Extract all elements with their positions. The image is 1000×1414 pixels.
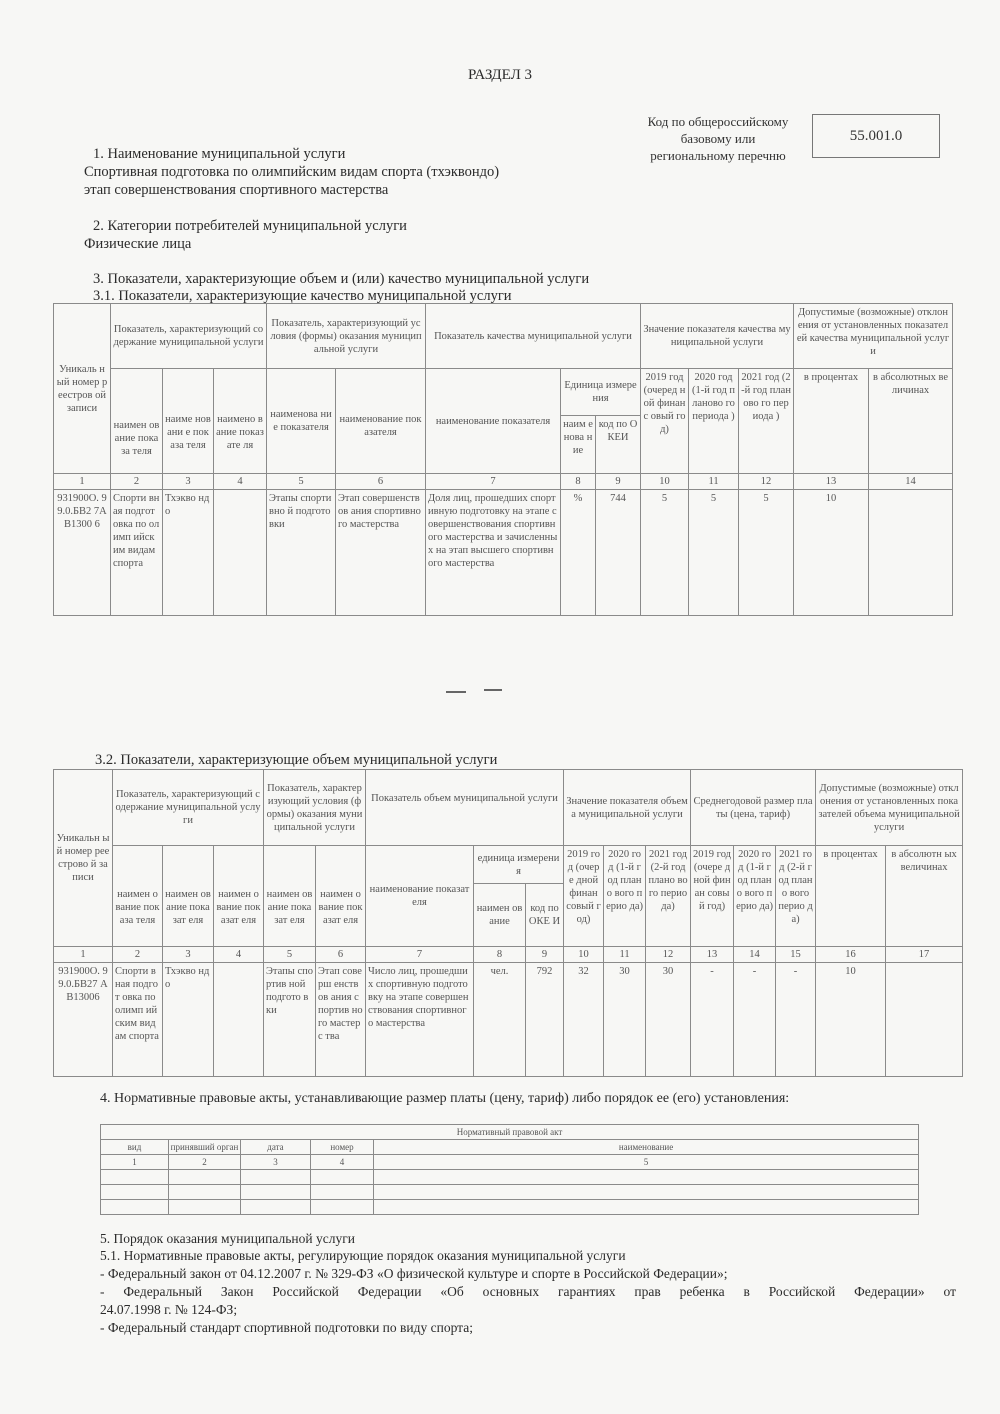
col-num: 4 (214, 947, 264, 963)
cell-deviation-absolute (886, 963, 963, 1077)
header-c3: наиме новани е показа теля (163, 369, 214, 474)
col-num: 11 (604, 947, 646, 963)
col-num: 12 (646, 947, 691, 963)
item1-line: этап совершенствования спортивного мастерства (84, 182, 389, 198)
header-c7: наименование показателя (366, 846, 474, 947)
acts-col-header: наименование (374, 1140, 919, 1155)
cell-c3: Тхэкво ндо (163, 490, 214, 616)
header-c16: в процентах (816, 846, 886, 947)
header-unique-number: Уникальн ый номер реестрово й записи (54, 770, 113, 947)
cell-2020: 5 (689, 490, 739, 616)
cell-okei: 744 (596, 490, 641, 616)
acts-col-header: принявший орган (169, 1140, 241, 1155)
col-num: 17 (886, 947, 963, 963)
cell-c7: Число лиц, прошедших спортивную подготовку на этапе совершенствования спортивного мастерства (366, 963, 474, 1077)
header-quality-group: Показатель качества муниципальной услуги (426, 304, 641, 369)
volume-table (53, 769, 963, 1077)
code-label-line: Код по общероссийскому (647, 114, 789, 129)
procedure-item: 24.07.1998 г. № 124-ФЗ; (100, 1302, 238, 1317)
cell-c6: Этап соверш енствов ания спортив ного мастерс тва (316, 963, 366, 1077)
cell-unit: % (561, 490, 596, 616)
header-c15: 2021 год (2-й год плано вого перио да) (776, 846, 816, 947)
header-c13: 2019 год (очере дной финан совый год) (691, 846, 734, 947)
col-num: 16 (816, 947, 886, 963)
header-unique-number: Уникаль ный номер реестров ой записи (54, 304, 111, 474)
col-num: 10 (641, 474, 689, 490)
cell-c5: Этапы спортив ной подгото вки (264, 963, 316, 1077)
cell-c6: Этап совершенствов ания спортивного мастерства (336, 490, 426, 616)
item2-value: Физические лица (84, 236, 192, 252)
code-label (628, 113, 808, 164)
col-num: 5 (267, 474, 336, 490)
acts-col-header: вид (101, 1140, 169, 1155)
header-c8: наим енова ние (561, 416, 596, 474)
header-conditions-group: Показатель, характеризующий условия (формы) оказания муниципальной услуги (264, 770, 366, 846)
header-c10: 2019 год (очеред ной финанс овый год) (641, 369, 689, 474)
header-c6: наименование показателя (336, 369, 426, 474)
col-num: 3 (163, 947, 214, 963)
cell-2019: 32 (564, 963, 604, 1077)
col-num: 1 (54, 474, 111, 490)
acts-col-header: номер (311, 1140, 374, 1155)
col-num: 7 (426, 474, 561, 490)
header-fee-group: Среднегодовой размер платы (цена, тариф) (691, 770, 816, 846)
col-num: 8 (474, 947, 526, 963)
cell-fee-2021: - (776, 963, 816, 1077)
acts-empty-row (101, 1200, 919, 1215)
col-num: 7 (366, 947, 474, 963)
code-value-box: 55.001.0 (812, 114, 940, 158)
column-numbers-row (54, 474, 953, 490)
acts-empty-row (101, 1185, 919, 1200)
cell-c2: Спорти вная подгот овка по олимп ийским видам спорта (111, 490, 163, 616)
column-numbers-row (54, 947, 963, 963)
acts-col-number: 2 (169, 1155, 241, 1170)
table-row (54, 963, 963, 1077)
header-c9: код по ОКЕИ (596, 416, 641, 474)
header-c4: наимено вание показате ля (214, 369, 267, 474)
col-num: 11 (689, 474, 739, 490)
cell-fee-2019: - (691, 963, 734, 1077)
header-value-group: Значение показателя качества муниципальной услуги (641, 304, 794, 369)
cell-2019: 5 (641, 490, 689, 616)
cell-2021: 30 (646, 963, 691, 1077)
cell-registry-number: 931900О. 99.0.БВ2 7АВ1300 6 (54, 490, 111, 616)
cell-deviation-absolute (869, 490, 953, 616)
col-num: 6 (316, 947, 366, 963)
col-num: 15 (776, 947, 816, 963)
acts-col-header: дата (241, 1140, 311, 1155)
header-c9: код по ОКЕ И (526, 884, 564, 947)
cell-unit: чел. (474, 963, 526, 1077)
header-c8: наимен ование (474, 884, 526, 947)
col-num: 2 (111, 474, 163, 490)
procedure-item: - Федеральный стандарт спортивной подготовки по виду спорта; (100, 1320, 473, 1335)
acts-heading: 4. Нормативные правовые акты, устанавливающие размер платы (цену, тариф) либо порядок ее (его) установления: (100, 1091, 790, 1106)
header-c2: наимен ование показа теля (111, 369, 163, 474)
header-conditions-group: Показатель, характеризующий условия (формы) оказания муниципальной услуги (267, 304, 426, 369)
header-content-group: Показатель, характеризующий содержание муниципальной услуги (111, 304, 267, 369)
col-num: 9 (526, 947, 564, 963)
code-label-line: региональному перечню (650, 148, 786, 163)
acts-col-number: 5 (374, 1155, 919, 1170)
cell-c3: Тхэкво ндо (163, 963, 214, 1077)
acts-group-header: Нормативный правовой акт (101, 1125, 919, 1140)
col-num: 13 (691, 947, 734, 963)
procedure-heading: 5. Порядок оказания муниципальной услуги (100, 1231, 355, 1246)
cell-c5: Этапы спортивно й подготовки (267, 490, 336, 616)
quality-heading: 3.1. Показатели, характеризующие качество муниципальной услуги (93, 288, 512, 304)
header-deviation-group: Допустимые (возможные) отклонения от установленных показателей объема муниципальной услуги (816, 770, 963, 846)
volume-heading: 3.2. Показатели, характеризующие объем муниципальной услуги (95, 752, 498, 768)
acts-col-number: 4 (311, 1155, 374, 1170)
cell-fee-2020: - (734, 963, 776, 1077)
header-value-group: Значение показателя объема муниципальной услуги (564, 770, 691, 846)
col-num: 8 (561, 474, 596, 490)
col-num: 4 (214, 474, 267, 490)
procedure-subheading: 5.1. Нормативные правовые акты, регулирующие порядок оказания муниципальной услуги (100, 1248, 626, 1263)
staple-mark (484, 689, 502, 691)
item1-line: Спортивная подготовка по олимпийским видам спорта (тхэквондо) (84, 164, 500, 180)
header-c12: 2021 год (2-й год планово го периода ) (739, 369, 794, 474)
cell-registry-number: 931900О. 99.0.БВ27 АВ13006 (54, 963, 113, 1077)
col-num: 1 (54, 947, 113, 963)
col-num: 2 (113, 947, 163, 963)
section-title: РАЗДЕЛ 3 (467, 67, 533, 83)
staple-mark (446, 691, 466, 693)
cell-c4 (214, 963, 264, 1077)
acts-col-number: 3 (241, 1155, 311, 1170)
header-content-group: Показатель, характеризующий содержание муниципальной услуги (113, 770, 264, 846)
col-num: 14 (734, 947, 776, 963)
col-num: 9 (596, 474, 641, 490)
header-c3: наимен ование показат еля (163, 846, 214, 947)
cell-2020: 30 (604, 963, 646, 1077)
header-deviation-group: Допустимые (возможные) отклонения от установленных показателей качества муниципальной услуги (794, 304, 953, 369)
header-unit-group: Единица измерения (561, 369, 641, 416)
header-c4: наимен ование показат еля (214, 846, 264, 947)
col-num: 13 (794, 474, 869, 490)
item1-heading: 1. Наименование муниципальной услуги (93, 146, 346, 162)
header-c12: 2021 год (2-й год плано вого перио да) (646, 846, 691, 947)
cell-c7: Доля лиц, прошедших спортивную подготовку на этапе совершенствования спортивного мастерства и зачисленных на этап высшего спортивного мастерства (426, 490, 561, 616)
procedure-item: - Федеральный Закон Российской Федерации «Об основных гарантиях прав ребенка в Российской Федерации» от (100, 1284, 956, 1299)
header-c14: в абсолютных величинах (869, 369, 953, 474)
header-c6: наимен ование показат еля (316, 846, 366, 947)
cell-okei: 792 (526, 963, 564, 1077)
acts-col-number: 1 (101, 1155, 169, 1170)
cell-c4 (214, 490, 267, 616)
quality-table (53, 303, 953, 616)
table-row (54, 490, 953, 616)
item3-heading: 3. Показатели, характеризующие объем и (или) качество муниципальной услуги (93, 271, 590, 287)
header-c17: в абсолютн ых величинах (886, 846, 963, 947)
col-num: 3 (163, 474, 214, 490)
cell-deviation-percent: 10 (794, 490, 869, 616)
acts-empty-row (101, 1170, 919, 1185)
header-c13: в процентах (794, 369, 869, 474)
header-c11: 2020 год (1-й год плано вого перио да) (604, 846, 646, 947)
code-label-line: базовому или (680, 131, 756, 146)
cell-c2: Спорти вная подгот овка по олимп ийским видам спорта (113, 963, 163, 1077)
procedure-item: - Федеральный закон от 04.12.2007 г. № 329-ФЗ «О физической культуре и спорте в Российской Федерации»; (100, 1266, 728, 1281)
header-c2: наимен ование показа теля (113, 846, 163, 947)
cell-deviation-percent: 10 (816, 963, 886, 1077)
header-unit-group: единица измерения (474, 846, 564, 884)
header-c5: наимен ование показат еля (264, 846, 316, 947)
header-c14: 2020 год (1-й год плано вого перио да) (734, 846, 776, 947)
header-c7: наименование показателя (426, 369, 561, 474)
header-c11: 2020 год (1-й год планово го периода ) (689, 369, 739, 474)
col-num: 12 (739, 474, 794, 490)
header-c5: наименова ние показателя (267, 369, 336, 474)
header-c10: 2019 год (очере дной финан совый год) (564, 846, 604, 947)
col-num: 14 (869, 474, 953, 490)
header-volume-group: Показатель объем муниципальной услуги (366, 770, 564, 846)
col-num: 5 (264, 947, 316, 963)
col-num: 6 (336, 474, 426, 490)
item2-heading: 2. Категории потребителей муниципальной услуги (93, 218, 407, 234)
cell-2021: 5 (739, 490, 794, 616)
col-num: 10 (564, 947, 604, 963)
acts-table (100, 1124, 919, 1215)
